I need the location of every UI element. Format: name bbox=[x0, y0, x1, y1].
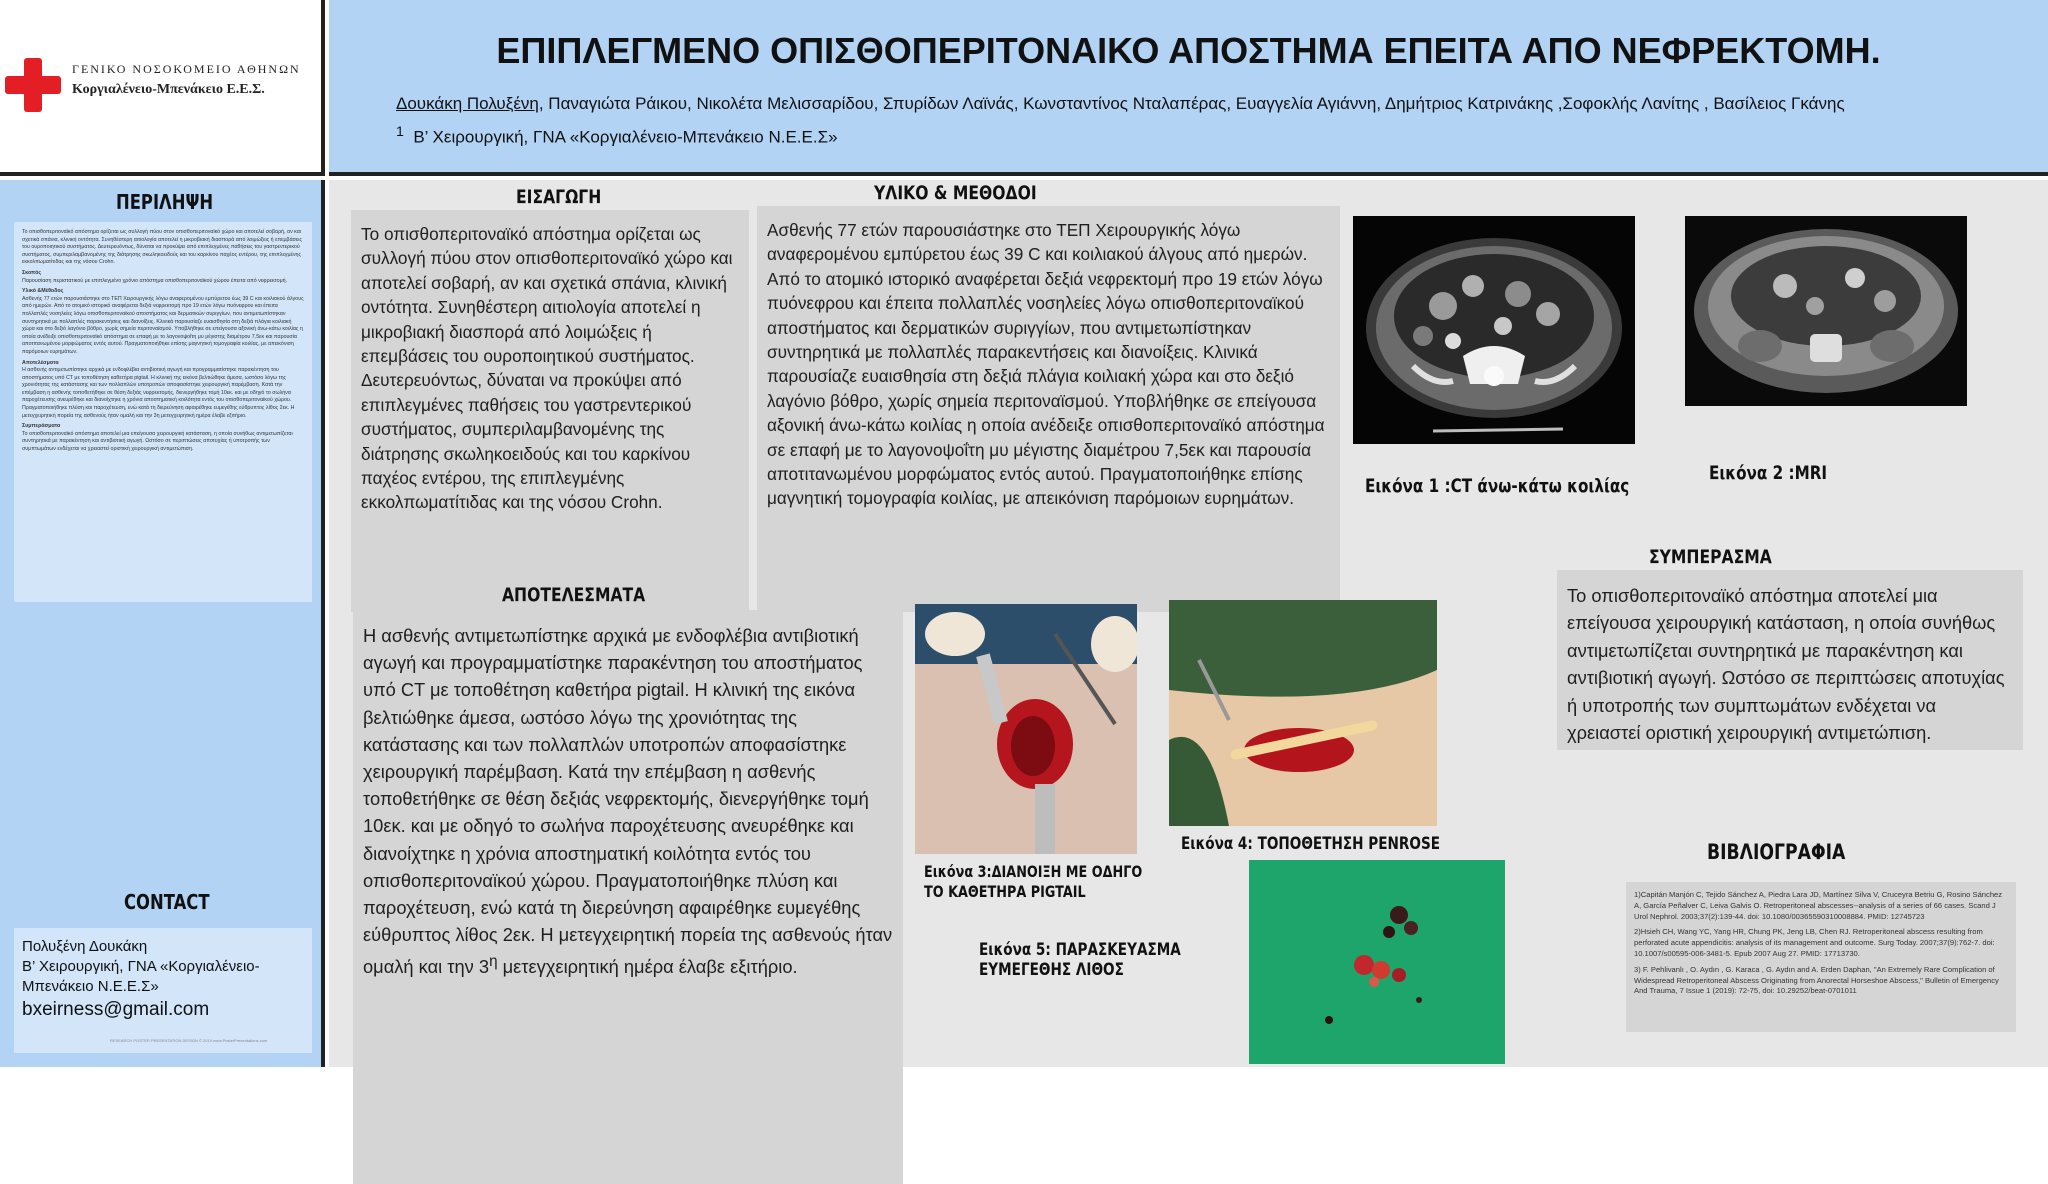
summary-conclusion-heading: Συμπεράσματα bbox=[22, 423, 61, 430]
contact-box bbox=[14, 928, 312, 1053]
intro-heading: ΕΙΣΑΓΩΓΗ bbox=[516, 186, 602, 208]
main-content bbox=[329, 180, 2048, 1067]
summary-results: Η ασθενής αντιμετωπίστηκε αρχικά με ενδοφλέβια αντιβιοτική αγωγή και προγραμματίστηκε παρακέντηση του αποστήματος υπό CT με τοποθέτηση καθετήρα pigtail. Η κλινική της εικόνα βελτιώθηκε άμεσα, ωστόσο λόγω της χρονιότητας της κατάστασης και των πολλαπλών υποτροπών αποφασίστηκε χειρουργική παρέμβαση. Κατά την επέμβαση η ασθενής τοποθετήθηκε σε θέση δεξιάς νεφρεκτομής, διενεργήθηκε τομή 10εκ. και με οδηγό το σωλήνα παροχέτευσης ανευρέθηκε και διανοίχτηκε η χρόνια αποστηματική κοιλότητα εντός του οπισθοπεριτοναϊκού χώρου. Πραγματοποιήθηκε πλύση και παροχέτευση, ενώ κατά τη διερεύνηση αφαιρέθηκε ευμεγέθης εύθρυπτος λίθος 2εκ. Η μετεγχειρητική πορεία της ασθενούς ήταν ομαλή και την 3η μετεγχειρητική ημέρα έλαβε εξιτήριο. bbox=[22, 367, 295, 419]
fig3-caption-line1: Εικόνα 3:ΔΙΑΝΟΙΞΗ ΜΕ ΟΔΗΓΟ bbox=[924, 862, 1143, 881]
summary-methods: Ασθενής 77 ετών παρουσιάστηκε στο ΤΕΠ Χειρουργικής λόγω αναφερομένου εμπύρετου έως 39 C και κοιλιακού άλγους από ημερών. Από το ατομικό ιστορικό αναφέρεται δεξιά νεφρεκτομή προ 19 ετών λόγω πυόνεφρου και έπειτα πολλαπλές νοσηλείες λόγω οπισθοπεριτοναϊκού αποστήματος και δερματικών συριγγίων, που αντιμετωπίστηκαν συντηρητικά με πολλαπλές παρακεντήσεις και διανοίξεις. Κλινικά παρουσίαζε ευαισθησία στη δεξιά πλάγια κοιλιακή χώρα και στο δεξιό λαγόνιο βόθρο, χωρίς σημεία περιτοναϊσμού. Υποβλήθηκε σε επείγουσα αξονική άνω-κάτω κοιλίας η οποία ανέδειξε οπισθοπεριτοναϊκό απόστημα σε επαφή με το λαγονοψοΐτη μυ μέγιστης διαμέτρου 7,5εκ και παρουσία αποτιτανωμένου μορφώματος εντός αυτού. Πραγματοποιήθηκε επίσης μαγνητική τομογραφία κοιλίας, με απεικόνιση παρόμοιων ευρημάτων. bbox=[22, 295, 304, 355]
affiliation-mark: 1 bbox=[396, 124, 404, 140]
summary-box bbox=[14, 222, 312, 602]
fig4-caption: Εικόνα 4: ΤΟΠΟΘΕΤΗΣΗ PENROSE bbox=[1181, 834, 1441, 854]
reference-item: 1)Capitán Manjón C, Tejido Sánchez A, Piedra Lara JD, Martínez Silva V, Cruceyra Betriu G, Rosino Sánchez A, García Peñalver C, Leiva Galvis O. Retroperitoneal abscesses--analysis of a series of 66 cases. Scand J Urol Nephrol. 2003;37(2):139-44. doi: 10.1080/00365590310008884. PMID: 12745723 bbox=[1634, 890, 2003, 921]
fig2-caption: Εικόνα 2 :MRI bbox=[1709, 462, 1828, 484]
summary-conclusion: Το οπισθοπεριτοναϊκό απόστημα αποτελεί μια επείγουσα χειρουργική κατάσταση, η οποία συνήθως αντιμετωπίζεται συντηρητικά με παρακέντηση και αντιβιοτική αγωγή. Ωστόσο σε περιπτώσεις αποτυχίας ή υποτροπής των συμπτωμάτων ενδέχεται να χρειαστεί οριστική χειρουργική αντιμετώπιση. bbox=[22, 430, 293, 453]
intro-text: Το οπισθοπεριτοναϊκό απόστημα ορίζεται ως συλλογή πύου στον οπισθοπεριτοναϊκό χώρο και αποτελεί σοβαρή, αν και σχετικά σπάνια, κλινική οντότητα. Συνηθέστερη αιτιολογία αποτελεί η μικροβιακή διασπορά από λοιμώξεις ή επεμβάσεις του ουροποιητικού συστήματος. Δευτερευόντως, δύναται να προκύψει από επιπλεγμένες παθήσεις του γαστρεντερικού συστήματος, συμπεριλαμβανομένης της διάτρησης σκωληκοειδούς και του καρκίνου παχέος εντέρου, της επιπλεγμένης εκκολπωματίτιδας και της νόσου Crohn. bbox=[361, 224, 733, 513]
fig3-caption-line2: ΤΟ ΚΑΘΕΤΗΡΑ PIGTAIL bbox=[924, 882, 1086, 901]
fig3-caption bbox=[924, 862, 1142, 902]
fig5-caption-line1: Εικόνα 5: ΠΑΡΑΣΚΕΥΑΣΜΑ bbox=[979, 940, 1181, 960]
contact-dept2: Μπενάκειο Ν.Ε.Ε.Σ» bbox=[22, 978, 159, 995]
conclusion-box bbox=[1557, 570, 2023, 750]
affiliation-text: Β’ Χειρουργική, ΓΝΑ «Κοργιαλένειο-Μπενάκειο Ν.Ε.Ε.Σ» bbox=[413, 127, 838, 147]
contact-dept: Β’ Χειρουργική, ΓΝΑ «Κοργιαλένειο- bbox=[22, 958, 260, 975]
intro-box bbox=[351, 210, 749, 612]
other-authors: , Παναγιώτα Ράικου, Νικολέτα Μελισσαρίδου, Σπυρίδων Λαϊνάς, Κωνσταντίνος Νταλαπέρας, Ευαγγελία Αγιάννη, Δημήτριος Κατρινάκης ,Σοφοκλής Λανίτης , Βασίλειος Γκάνης bbox=[538, 94, 1845, 113]
summary-results-heading: Αποτελέσματα bbox=[22, 359, 59, 366]
surgery-photo-penrose bbox=[1169, 600, 1437, 826]
conclusion-text: Το οπισθοπεριτοναϊκό απόστημα αποτελεί μια επείγουσα χειρουργική κατάσταση, η οποία συνήθως αντιμετωπίζεται συντηρητικά με παρακέντηση και αντιβιοτική αγωγή. Ωστόσο σε περιπτώσεις αποτυχίας ή υποτροπής των συμπτωμάτων ενδέχεται να χρειαστεί οριστική χειρουργική αντιμετώπιση. bbox=[1567, 585, 2005, 744]
first-author: Δουκάκη Πολυξένη bbox=[396, 94, 539, 113]
reference-item: 2)Hsieh CH, Wang YC, Yang HR, Chung PK, Jeng LB, Chen RJ. Retroperitoneal abscess resulting from perforated acute appendicitis: analysis of its management and outcome. Surg Today. 2007;37(9):762-7. doi: 10.1007/s00595-006-3481-5. Epub 2007 Aug 27. PMID: 17713730. bbox=[1634, 927, 1995, 958]
conclusion-heading: ΣΥΜΠΕΡΑΣΜΑ bbox=[1649, 546, 1772, 568]
poster-header bbox=[329, 0, 2048, 176]
summary-aim-heading: Σκοπός bbox=[22, 269, 42, 276]
summary-heading: ΠΕΡΙΛΗΨΗ bbox=[116, 190, 214, 214]
poster-title: ΕΠΙΠΛΕΓΜΕΝΟ ΟΠΙΣΘΟΠΕΡΙΤΟΝΑΙΚΟ ΑΠΟΣΤΗΜΑ ΕΠΕΙΤΑ ΑΠΟ ΝΕΦΡΕΚΤΟΜΗ. bbox=[496, 30, 1881, 71]
results-text bbox=[363, 622, 893, 981]
results-superscript: η bbox=[489, 953, 498, 971]
contact-heading: CONTACT bbox=[124, 890, 210, 914]
reference-item: 3) F. Pehlivanlı , O. Aydın , G. Karaca , G. Aydın and A. Erden Daphan, "An Extremely Rare Complication of Widespread Retroperitoneal Abscess Originating from Anorectal Horseshoe Abscess," Bulletin of Emergency And Trauma, 7 Issue 1 (2019): 72-75, doi: 10.29252/beat-0701011 bbox=[1634, 964, 1999, 996]
author-list bbox=[396, 94, 1845, 114]
references-heading: ΒΙΒΛΙΟΓΡΑΦΙΑ bbox=[1707, 840, 1846, 864]
methods-text: Ασθενής 77 ετών παρουσιάστηκε στο ΤΕΠ Χειρουργικής λόγω αναφερομένου εμπύρετου έως 39 C και κοιλιακού άλγους από ημερών. Από το ατομικό ιστορικό αναφέρεται δεξιά νεφρεκτομή προ 19 ετών λόγω πυόνεφρου και έπειτα πολλαπλές νοσηλείες λόγω οπισθοπεριτοναϊκού αποστήματος και δερματικών συριγγίων, που αντιμετωπίστηκαν συντηρητικά με πολλαπλές παρακεντήσεις και διανοίξεις. Κλινικά παρουσίαζε ευαισθησία στη δεξιά πλάγια κοιλιακή χώρα και στο δεξιό λαγόνιο βόθρο, χωρίς σημεία περιτοναϊσμού. Υποβλήθηκε σε επείγουσα αξονική άνω-κάτω κοιλίας η οποία ανέδειξε οπισθοπεριτοναϊκό απόστημα σε επαφή με το λαγονοψοΐτη μυ μέγιστης διαμέτρου 7,5εκ και παρουσία αποτιτανωμένου μορφώματος εντός αυτού. Πραγματοποιήθηκε επίσης μαγνητική τομογραφία κοιλίας, με απεικόνιση παρόμοιων ευρημάτων. bbox=[767, 220, 1325, 509]
contact-footer: RESEARCH POSTER PRESENTATION DESIGN © 2019 www.PosterPresentations.com bbox=[110, 1038, 268, 1043]
mri-image bbox=[1685, 216, 1967, 406]
methods-box bbox=[757, 206, 1340, 612]
hospital-name-line1: ΓΕΝΙΚΟ ΝΟΣΟΚΟΜΕΙΟ ΑΘΗΝΩΝ bbox=[72, 62, 301, 76]
results-heading: ΑΠΟΤΕΛΕΣΜΑΤΑ bbox=[502, 584, 646, 606]
results-text-end: μετεγχειρητική ημέρα έλαβε εξιτήριο. bbox=[497, 956, 798, 978]
summary-aim: Παρουσίαση περιστατικού με επιπλεγμένο χρόνιο απόστημα οπισθοπεριτοναϊκού χώρου έπειτα από νεφρεκτομή. bbox=[22, 277, 288, 284]
surgery-photo-pigtail bbox=[915, 604, 1137, 854]
references-box bbox=[1626, 882, 2016, 1032]
contact-name: Πολυξένη Δουκάκη bbox=[22, 938, 148, 955]
hospital-logo-panel bbox=[0, 0, 325, 176]
contact-email[interactable]: bxeirness@gmail.com bbox=[22, 999, 210, 1020]
fig5-caption-line2: ΕΥΜΕΓΕΘΗΣ ΛΙΘΟΣ bbox=[979, 960, 1124, 980]
fig5-caption bbox=[979, 940, 1181, 980]
fig1-caption: Εικόνα 1 :CT άνω-κάτω κοιλίας bbox=[1365, 475, 1630, 497]
left-sidebar bbox=[0, 180, 325, 1067]
specimen-photo-stone bbox=[1249, 860, 1505, 1064]
results-text-main: Η ασθενής αντιμετωπίστηκε αρχικά με ενδοφλέβια αντιβιοτική αγωγή και προγραμματίστηκε παρακέντηση του αποστήματος υπό CT με τοποθέτηση καθετήρα pigtail. Η κλινική της εικόνα βελτιώθηκε άμεσα, ωστόσο λόγω της χρονιότητας της κατάστασης και των πολλαπλών υποτροπών αποφασίστηκε χειρουργική παρέμβαση. Κατά την επέμβαση η ασθενής τοποθετήθηκε σε θέση δεξιάς νεφρεκτομής, διενεργήθηκε τομή 10εκ. και με οδηγό το σωλήνα παροχέτευσης ανευρέθηκε και διανοίχτηκε η χρόνια αποστηματική κοιλότητα εντός του οπισθοπεριτοναϊκού χώρου. Πραγματοποιήθηκε πλύση και παροχέτευση, ενώ κατά τη διερεύνηση αφαιρέθηκε ευμεγέθης εύθρυπτος λίθος 2εκ. Η μετεγχειρητική πορεία της ασθενούς ήταν ομαλή και την 3 bbox=[363, 625, 893, 978]
results-box bbox=[353, 610, 903, 1184]
hospital-name-line2: Κοργιαλένειο-Μπενάκειο Ε.Ε.Σ. bbox=[72, 82, 265, 97]
red-cross-icon bbox=[5, 58, 61, 112]
affiliation bbox=[396, 124, 838, 148]
ct-scan-image bbox=[1353, 216, 1635, 444]
summary-intro: Το οπισθοπεριτοναϊκό απόστημα ορίζεται ως συλλογή πύου στον οπισθοπεριτοναϊκό χώρο και αποτελεί σοβαρή, αν και σχετικά σπάνια, κλινική οντότητα. Συνηθέστερη αιτιολογία αποτελεί η μικροβιακή διασπορά από λοιμώξεις ή επεμβάσεις του ουροποιητικού συστήματος. Δευτερευόντως, δύναται να προκύψει από επιπλεγμένες παθήσεις του γαστρεντερικού συστήματος, συμπεριλαμβανομένης της διάτρησης σκωληκοειδούς και του καρκίνου παχέος εντέρου, της επιπλεγμένης εκκολπωματίτιδας και της νόσου Crohn. bbox=[22, 229, 302, 266]
summary-methods-heading: Υλικό &Μέθοδος bbox=[22, 288, 64, 295]
methods-heading: ΥΛΙΚΟ & ΜΕΘΟΔΟΙ bbox=[874, 182, 1037, 204]
